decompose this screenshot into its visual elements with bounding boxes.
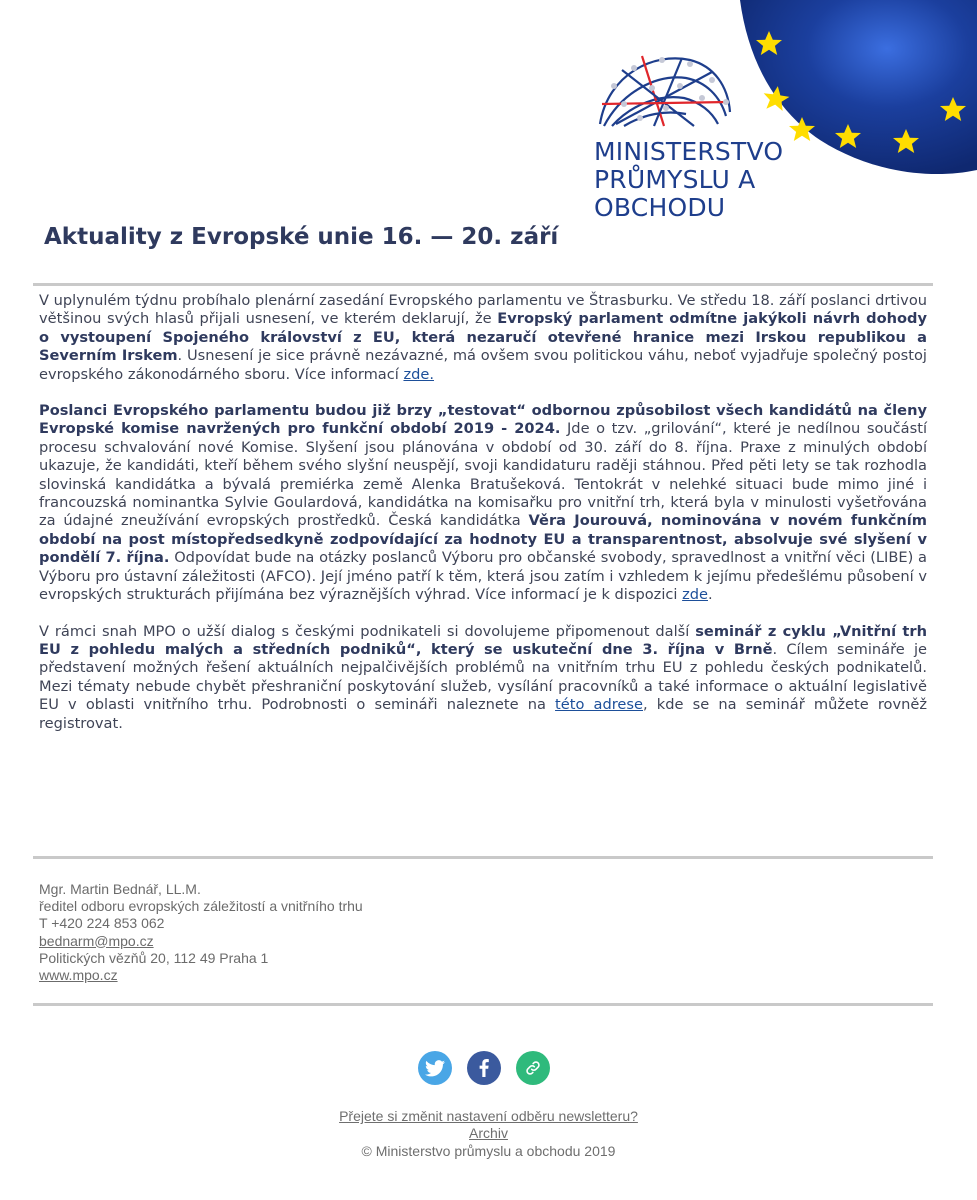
logo-wordmark [594, 138, 894, 222]
signature-web-link[interactable]: www.mpo.cz [39, 967, 118, 984]
text: V uplynulém týdnu probíhalo plenární zasedání Evropského parlamentu ve Štrasburku. Ve středu 18. září poslanci drtivou většinou svých hlasů přijali usnesení, ve kterém deklarují, že [39, 292, 927, 328]
divider-middle [33, 856, 933, 859]
logo-globe-icon [594, 52, 734, 132]
bold-text: Věra Jourouvá, nominována v novém funkčním období na post místopředsedkyně zodpovídající za hodnoty EU a transparentnost, absolvuje své slyšení v pondělí 7. října. [39, 512, 927, 567]
signature-role: ředitel odboru evropských záležitostí a vnitřního trhu [39, 898, 363, 915]
ministry-logo[interactable] [594, 52, 894, 222]
paragraph-plenary [39, 292, 927, 384]
more-info-link-2[interactable]: zde [682, 586, 708, 604]
copyright-text: © Ministerstvo průmyslu a obchodu 2019 [361, 1142, 616, 1159]
facebook-button[interactable] [467, 1051, 501, 1085]
footer [0, 1108, 977, 1160]
twitter-icon [425, 1060, 445, 1077]
link-icon [525, 1060, 541, 1076]
signature-block [39, 881, 363, 984]
more-info-link-1[interactable]: zde. [403, 365, 434, 383]
logo-line-2: PRŮMYSLU A OBCHODU [594, 165, 756, 222]
link-button[interactable] [516, 1051, 550, 1085]
text: Jde o tzv. „grilování“, které je nedílnou součástí procesu schvalování nové Komise. Slyšení jsou plánována v období od 30. září do 8. října. Praxe z minulých období ukazuje, že kandidáti, kteří během svého slyšní neuspějí, svoji kandidaturu raději stáhnou. Před pěti lety se tak rozhodla slovinská kandidátka a bývalá premiérka země Alenka Bratušeková. Tentokrát v nelehké situaci bude mimo jiné i francouzská nominantka Sylvie Goulardová, kandidátka na komisařku pro vnitřní trh, která byla v minulosti vyšetřována za údajné zneužívání evropských prostředků. Česká kandidátka [39, 420, 927, 530]
facebook-icon [479, 1059, 489, 1077]
signature-address: Politických vězňů 20, 112 49 Praha 1 [39, 949, 269, 966]
paragraph-seminar [39, 623, 927, 733]
seminar-link[interactable]: této adrese [555, 696, 643, 714]
signature-email-link[interactable]: bednarm@mpo.cz [39, 932, 154, 949]
text: . Cílem semináře je představení možných řešení aktuálních nejpalčivějších problémů na vnitřním trhu EU z pohledu českých podnikatelů. Mezi tématy nebude chybět přeshraniční poskytování služeb, vysílání pracovníků a také informace o aktuální legislativě EU v oblasti vnitřního trhu. Podrobnosti o semináři naleznete na [39, 640, 927, 714]
divider-bottom [33, 1003, 933, 1006]
archive-link[interactable]: Archiv [469, 1125, 508, 1142]
divider-top [33, 283, 933, 286]
bold-text: Evropský parlament odmítne jakýkoli návrh dohody o vystoupení Spojeného království z EU, která nezaručí otevřené hranice mezi Irskou republikou a Severním Irskem [39, 310, 927, 365]
logo-line-1: MINISTERSTVO [594, 137, 784, 166]
text: . Usnesení je sice právně nezávazné, má ovšem svou politickou váhu, neboť vyjadřuje společný postoj evropského zákonodárného sboru. Více informací [39, 347, 927, 383]
text: V rámci snah MPO o užší dialog s českými podnikateli si dovolujeme připomenout další [39, 622, 696, 640]
page-title: Aktuality z Evropské unie 16. — 20. září [44, 224, 559, 250]
article-body [39, 292, 927, 751]
text: Odpovídat bude na otázky poslanců Výboru pro občanské svobody, spravedlnost a vnitřní věci (LIBE) a Výboru pro ústavní záležitosti (AFCO). Její jméno patří k těm, která jsou zatím i vzhledem k jejímu předešlému působení v evropských strukturách přijímána bez výraznějších výhrad. Více informací je k dispozici [39, 549, 928, 604]
text: , kde se na seminář můžete rovněž registrovat. [39, 696, 927, 732]
signature-name: Mgr. Martin Bednář, LL.M. [39, 881, 201, 897]
text: . [708, 586, 713, 604]
twitter-button[interactable] [418, 1051, 452, 1085]
bold-text: Poslanci Evropského parlamentu budou již brzy „testovat“ odbornou způsobilost všech kandidátů na členy Evropské komise navržených pro funkční období 2019 - 2024. [39, 402, 927, 438]
signature-phone: T +420 224 853 062 [39, 915, 165, 932]
bold-text: seminář z cyklu „Vnitřní trh EU z pohledu malých a středních podniků“, který se uskuteční dne 3. října v Brně [39, 622, 927, 658]
paragraph-hearings [39, 402, 927, 604]
newsletter-settings-link[interactable]: Přejete si změnit nastavení odběru newsletteru? [339, 1108, 638, 1124]
